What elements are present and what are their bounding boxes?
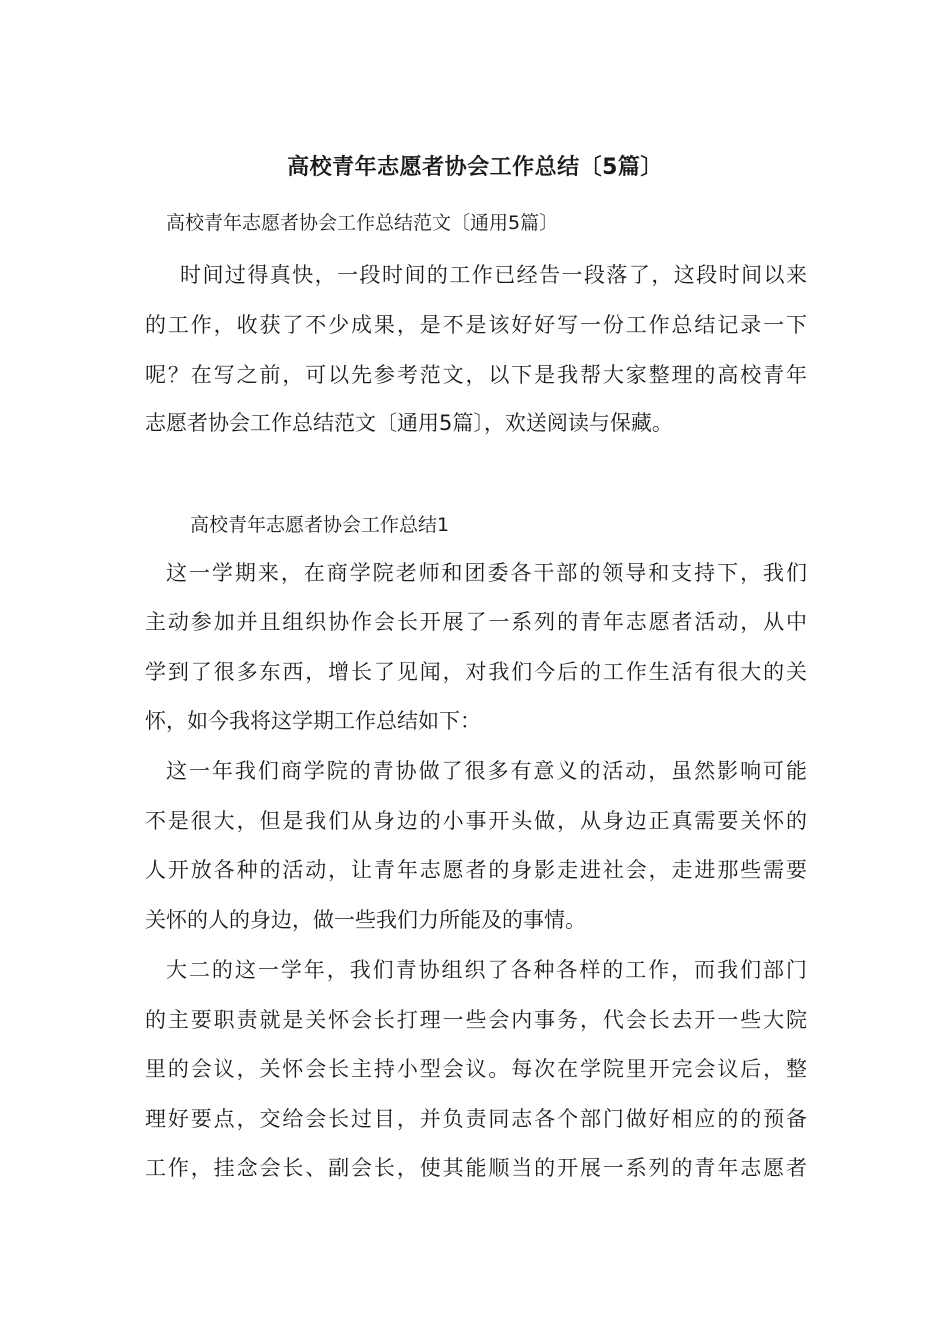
intro-line: 的工作，收获了不少成果，是不是该好好写一份工作总结记录一下: [145, 313, 807, 337]
paragraph-line: 这一年我们商学院的青协做了很多有意义的活动，虽然影响可能: [166, 759, 807, 783]
paragraph-line: 怀，如今我将这学期工作总结如下：: [145, 709, 481, 733]
section-heading: 高校青年志愿者协会工作总结1: [190, 514, 450, 536]
paragraph-line: 这一学期来，在商学院老师和团委各干部的领导和支持下，我们: [166, 561, 807, 585]
paragraph-line: 里的会议，关怀会长主持小型会议。每次在学院里开完会议后，整: [145, 1057, 807, 1081]
paragraph-line: 学到了很多东西，增长了见闻，对我们今后的工作生活有很大的关: [145, 660, 807, 684]
document-title: 高校青年志愿者协会工作总结〔5篇〕: [287, 155, 663, 180]
paragraph-line: 人开放各种的活动，让青年志愿者的身影走进社会，走进那些需要: [145, 858, 807, 882]
intro-line: 呢？在写之前，可以先参考范文，以下是我帮大家整理的高校青年: [145, 363, 807, 387]
intro-line: 时间过得真快，一段时间的工作已经告一段落了，这段时间以来: [180, 263, 807, 287]
paragraph-line: 关怀的人的身边，做一些我们力所能及的事情。: [145, 908, 586, 932]
paragraph-line: 的主要职责就是关怀会长打理一些会内事务，代会长去开一些大院: [145, 1008, 807, 1032]
document-subtitle: 高校青年志愿者协会工作总结范文〔通用5篇〕: [166, 212, 559, 234]
paragraph-line: 主动参加并且组织协作会长开展了一系列的青年志愿者活动，从中: [145, 610, 807, 634]
paragraph-line: 理好要点，交给会长过目，并负责同志各个部门做好相应的的预备: [145, 1107, 807, 1131]
paragraph-line: 不是很大，但是我们从身边的小事开头做，从身边正真需要关怀的: [145, 809, 807, 833]
intro-line: 志愿者协会工作总结范文〔通用5篇〕，欢送阅读与保藏。: [145, 411, 673, 435]
paragraph-line: 大二的这一学年，我们青协组织了各种各样的工作，而我们部门: [166, 958, 807, 982]
paragraph-line: 工作，挂念会长、副会长，使其能顺当的开展一系列的青年志愿者: [145, 1156, 807, 1180]
